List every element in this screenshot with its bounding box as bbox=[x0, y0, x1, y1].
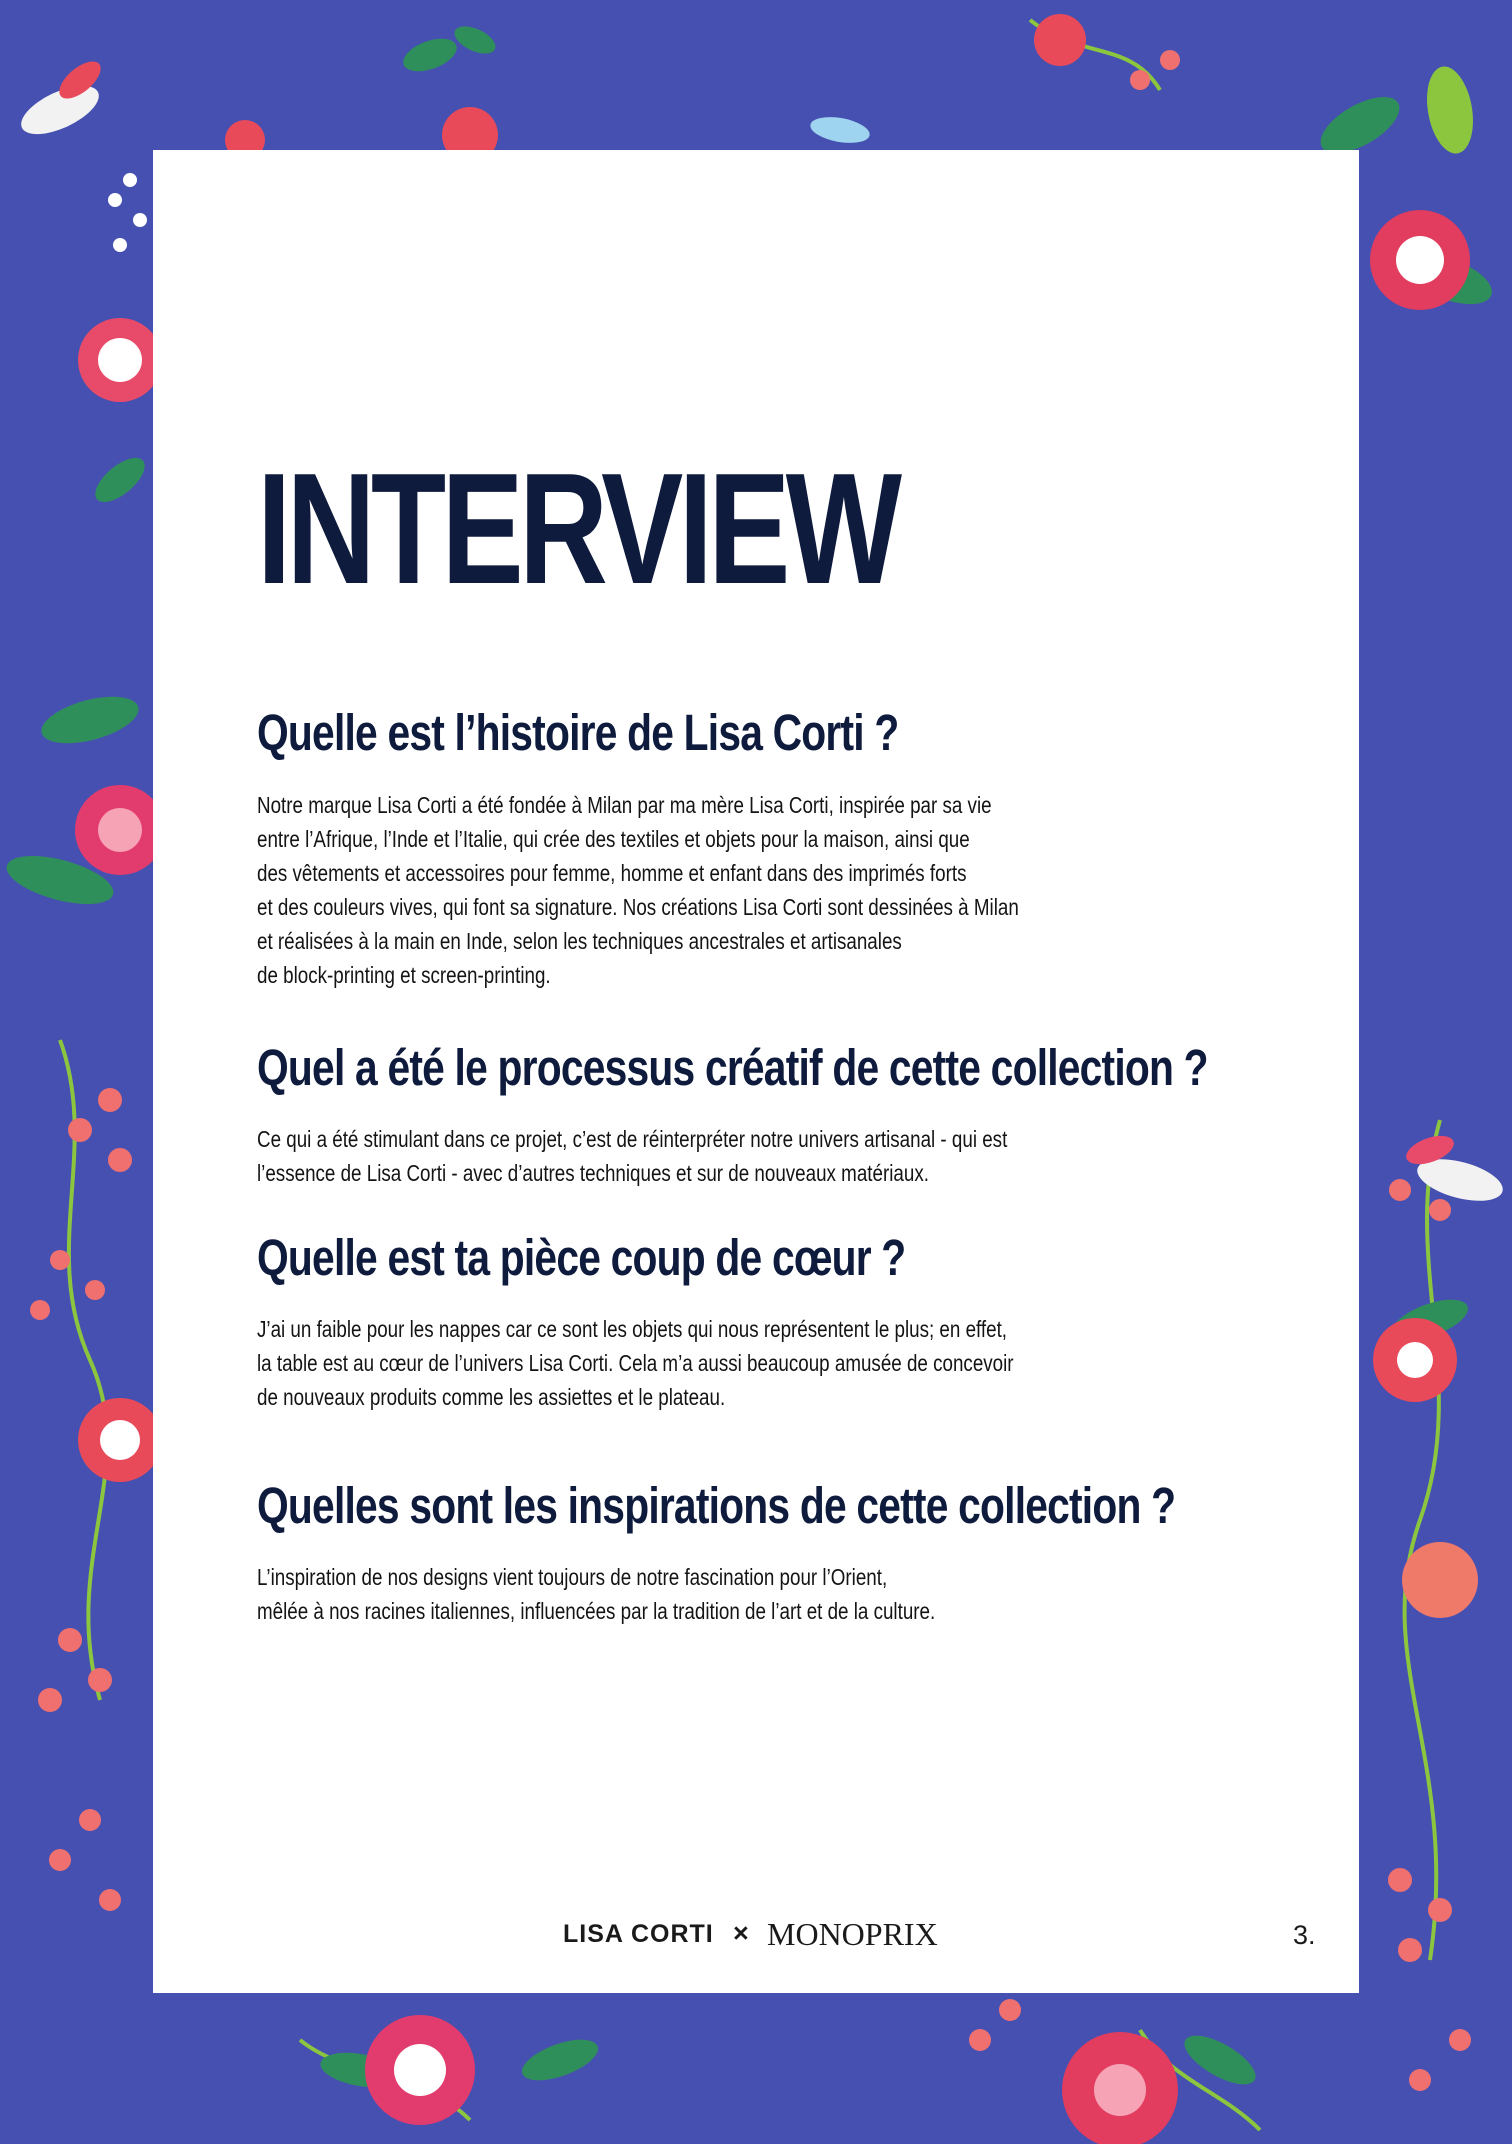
answer-3-text: J’ai un faible pour les nappes car ce sont les objets qui nous représentent le plus; en effet, la table est au cœur de l’univers Lisa Corti. Cela m’a aussi beaucoup amusée de concevoir de nouveaux produits comme les assiettes et le plateau. bbox=[257, 1316, 1014, 1410]
flower-icon bbox=[98, 338, 142, 382]
flower-icon bbox=[1402, 1542, 1478, 1618]
footer-separator: × bbox=[733, 1918, 749, 1948]
flower-icon bbox=[1396, 236, 1444, 284]
footer-brand-logo: LISA CORTI bbox=[563, 1920, 714, 1948]
answer-1-text: Notre marque Lisa Corti a été fondée à Milan par ma mère Lisa Corti, inspirée par sa vie entre l’Afrique, l’Inde et l’Italie, qui crée des textiles et objets pour la maison, ainsi que des vêtements et accessoires pour femme, homme et enfant dans des imprimés forts et des couleurs vives, qui font sa signature. Nos créations Lisa Corti sont dessinées à Milan et réalisées à la main en Inde, selon les techniques ancestrales et artisanales de block-printing et screen-printing. bbox=[257, 792, 1019, 988]
bird-icon bbox=[808, 113, 871, 147]
leaf-icon bbox=[399, 32, 461, 77]
question-4-heading: Quelles sont les inspirations de cette collection ? bbox=[257, 1477, 1176, 1534]
page-number: 3. bbox=[1293, 1920, 1316, 1950]
content-sheet bbox=[153, 150, 1359, 1993]
question-1-heading: Quelle est l’histoire de Lisa Corti ? bbox=[257, 704, 899, 761]
leaf-icon bbox=[1177, 2026, 1262, 2094]
flower-icon bbox=[1034, 14, 1086, 66]
answer-2-text: Ce qui a été stimulant dans ce projet, c’est de réinterpréter notre univers artisanal - qui est l’essence de Lisa Corti - avec d’autres techniques et sur de nouveaux matériaux. bbox=[257, 1126, 1008, 1186]
flower-icon bbox=[98, 808, 142, 852]
flower-icon bbox=[394, 2044, 446, 2096]
question-3-heading: Quelle est ta pièce coup de cœur ? bbox=[257, 1229, 906, 1286]
leaf-icon bbox=[88, 450, 152, 510]
flower-icon bbox=[1094, 2064, 1146, 2116]
page-title: INTERVIEW bbox=[257, 441, 898, 617]
question-2-heading: Quel a été le processus créatif de cette collection ? bbox=[257, 1039, 1208, 1096]
leaf-icon bbox=[450, 21, 499, 60]
bird-icon bbox=[14, 76, 105, 144]
answer-4-text: L’inspiration de nos designs vient toujours de notre fascination pour l’Orient, mêlée à nos racines italiennes, influencées par la tradition de l’art et de la culture. bbox=[257, 1564, 936, 1624]
bird-icon bbox=[1421, 63, 1480, 157]
flower-icon bbox=[1397, 1342, 1433, 1378]
footer-partner-logo: MONOPRIX bbox=[767, 1916, 938, 1952]
flower-icon bbox=[100, 1420, 140, 1460]
leaf-icon bbox=[517, 2031, 603, 2088]
leaf-icon bbox=[37, 688, 144, 753]
